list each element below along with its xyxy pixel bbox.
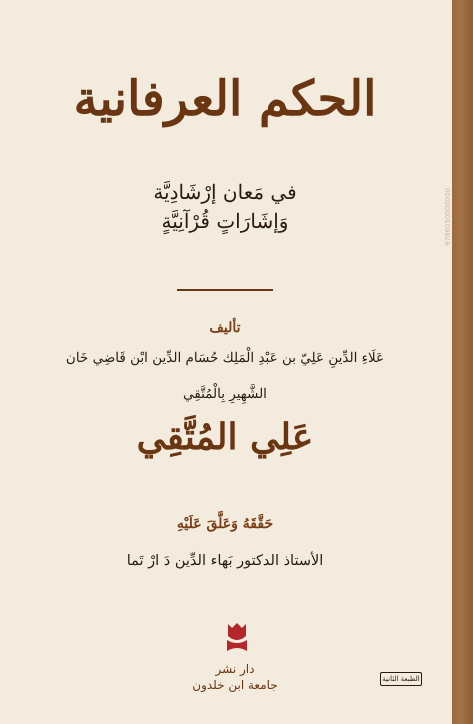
- publisher: [160, 662, 310, 693]
- subtitle-line-2: وَإشَارَاتٍ قُرْآنِيَّةٍ: [161, 209, 289, 233]
- subtitle-line-1: في مَعان إرْشَادِيَّة: [153, 180, 297, 204]
- side-code: 9786050000000: [444, 188, 452, 246]
- author-known-as: الشَّهِيرِ بِالْمُتَّقِي: [183, 386, 267, 402]
- tulip-book-logo-icon: [226, 622, 248, 652]
- author-full-name: عَلَاءِ الدِّينِ عَلِيّ بن عَبْدِ الْمَلِك حُسَام الدِّين ابْن قَاضِي خَان: [65, 350, 385, 366]
- author-name: عَلِي المُتَّقِي: [136, 416, 314, 458]
- edition-badge: الطبعة الثانية: [380, 672, 422, 686]
- verified-label: حَقَّقَهُ وَعَلَّقَ عَلَيْهِ: [176, 516, 274, 532]
- book-title: الحكم العرفانية: [73, 71, 377, 127]
- authoring-label: تأليف: [209, 320, 241, 336]
- divider: [177, 289, 273, 291]
- publisher-line-2: جامعة ابن خلدون: [192, 677, 278, 692]
- spine-strip: [452, 0, 473, 724]
- publisher-line-1: دار نشر: [215, 662, 255, 676]
- editor-name: الأستاذ الدكتور بَهاء الدِّين دَ ارْ تَما: [126, 553, 324, 569]
